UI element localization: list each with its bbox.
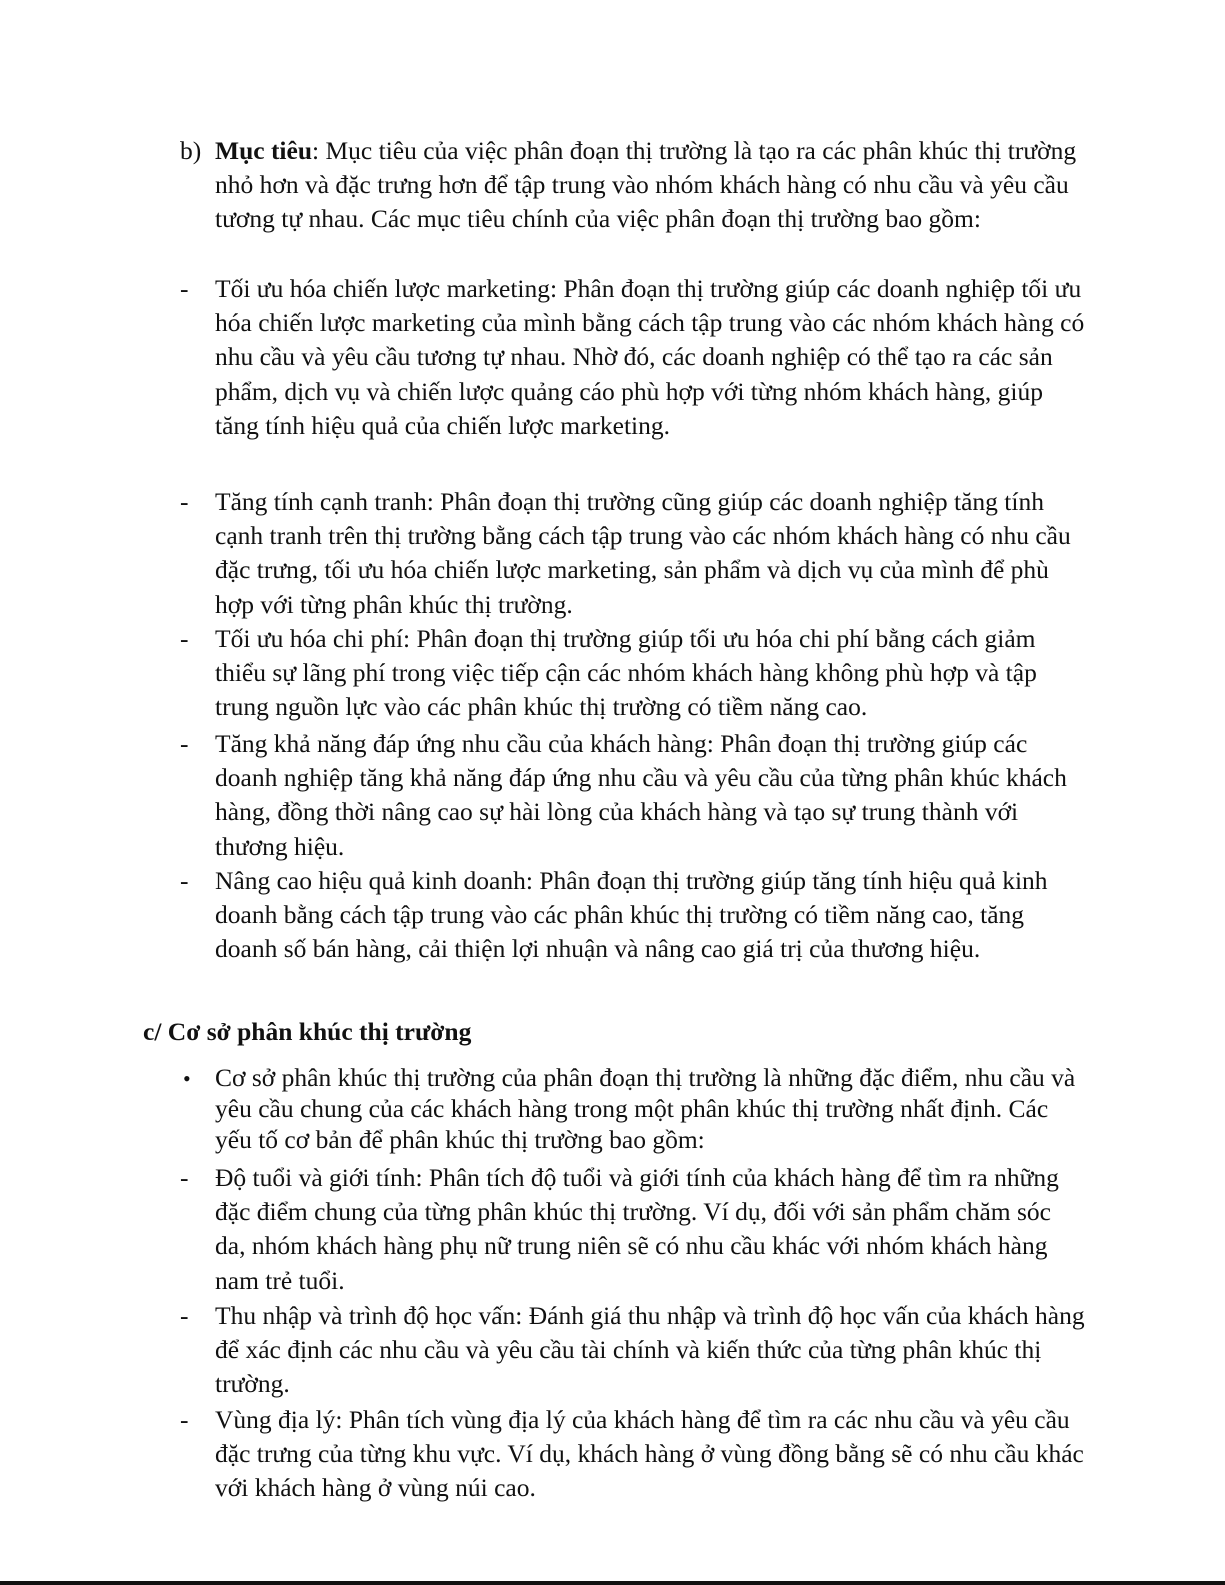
section-c-heading: c/ Cơ sở phân khúc thị trường — [143, 1017, 472, 1046]
dash-marker: - — [180, 624, 189, 653]
page-bottom-border — [0, 1581, 1225, 1585]
list-item: Tối ưu hóa chiến lược marketing: Phân đoạn thị trường giúp các doanh nghiệp tối ưu hóa chiến lược marketing của mình bằng cách tập trung vào các nhóm khách hàng có nhu cầu và yêu cầu tương tự nhau. Nhờ đó, các doanh nghiệp có thể tạo ra các sản phẩm, dịch vụ và chiến lược quảng cáo phù hợp với từng nhóm khách hàng, giúp tăng tính hiệu quả của chiến lược marketing. — [215, 274, 1085, 440]
list-item: Tối ưu hóa chi phí: Phân đoạn thị trường giúp tối ưu hóa chi phí bằng cách giảm thiểu sự lãng phí trong việc tiếp cận các nhóm khách hàng không phù hợp và tập trung nguồn lực vào các phân khúc thị trường có tiềm năng cao. — [215, 624, 1037, 722]
list-item: Tăng tính cạnh tranh: Phân đoạn thị trường cũng giúp các doanh nghiệp tăng tính cạnh tranh trên thị trường bằng cách tập trung vào các nhóm khách hàng có nhu cầu đặc trưng, tối ưu hóa chiến lược marketing, sản phẩm và dịch vụ của mình để phù hợp với từng phân khúc thị trường. — [215, 487, 1071, 619]
list-marker-b: b) — [180, 136, 202, 165]
list-item: Nâng cao hiệu quả kinh doanh: Phân đoạn thị trường giúp tăng tính hiệu quả kinh doanh bằng cách tập trung vào các phân khúc thị trường có tiềm năng cao, tăng doanh số bán hàng, cải thiện lợi nhuận và nâng cao giá trị của thương hiệu. — [215, 866, 1048, 964]
section-b-paragraph — [215, 134, 1085, 237]
list-item: Vùng địa lý: Phân tích vùng địa lý của khách hàng để tìm ra các nhu cầu và yêu cầu đặc trưng của từng khu vực. Ví dụ, khách hàng ở vùng đồng bằng sẽ có nhu cầu khác với khách hàng ở vùng núi cao. — [215, 1405, 1084, 1503]
dash-marker: - — [180, 1301, 189, 1330]
section-c-bullet-paragraph: Cơ sở phân khúc thị trường của phân đoạn thị trường là những đặc điểm, nhu cầu và yêu cầu chung của các khách hàng trong một phân khúc thị trường nhất định. Các yếu tố cơ bản để phân khúc thị trường bao gồm: — [215, 1063, 1076, 1154]
dash-marker: - — [180, 1163, 189, 1192]
section-b-title: Mục tiêu — [215, 136, 313, 165]
dash-marker: - — [180, 487, 189, 516]
dash-marker: - — [180, 866, 189, 895]
list-item: Thu nhập và trình độ học vấn: Đánh giá thu nhập và trình độ học vấn của khách hàng để xác định các nhu cầu và yêu cầu tài chính và kiến thức của từng phân khúc thị trường. — [215, 1301, 1085, 1399]
dash-marker: - — [180, 274, 189, 303]
list-item: Tăng khả năng đáp ứng nhu cầu của khách hàng: Phân đoạn thị trường giúp các doanh nghiệp tăng khả năng đáp ứng nhu cầu và yêu cầu của từng phân khúc khách hàng, đồng thời nâng cao sự hài lòng của khách hàng và tạo sự trung thành với thương hiệu. — [215, 729, 1067, 861]
dash-marker: - — [180, 1405, 189, 1434]
dash-marker: - — [180, 729, 189, 758]
list-item: Độ tuổi và giới tính: Phân tích độ tuổi và giới tính của khách hàng để tìm ra những đặc điểm chung của từng phân khúc thị trường. Ví dụ, đối với sản phẩm chăm sóc da, nhóm khách hàng phụ nữ trung niên sẽ có nhu cầu khác với nhóm khách hàng nam trẻ tuổi. — [215, 1163, 1059, 1295]
bullet-marker: • — [183, 1066, 191, 1091]
section-b-intro: : Mục tiêu của việc phân đoạn thị trường là tạo ra các phân khúc thị trường nhỏ hơn và đặc trưng hơn để tập trung vào nhóm khách hàng có nhu cầu và yêu cầu tương tự nhau. Các mục tiêu chính của việc phân đoạn thị trường bao gồm: — [215, 136, 1077, 234]
